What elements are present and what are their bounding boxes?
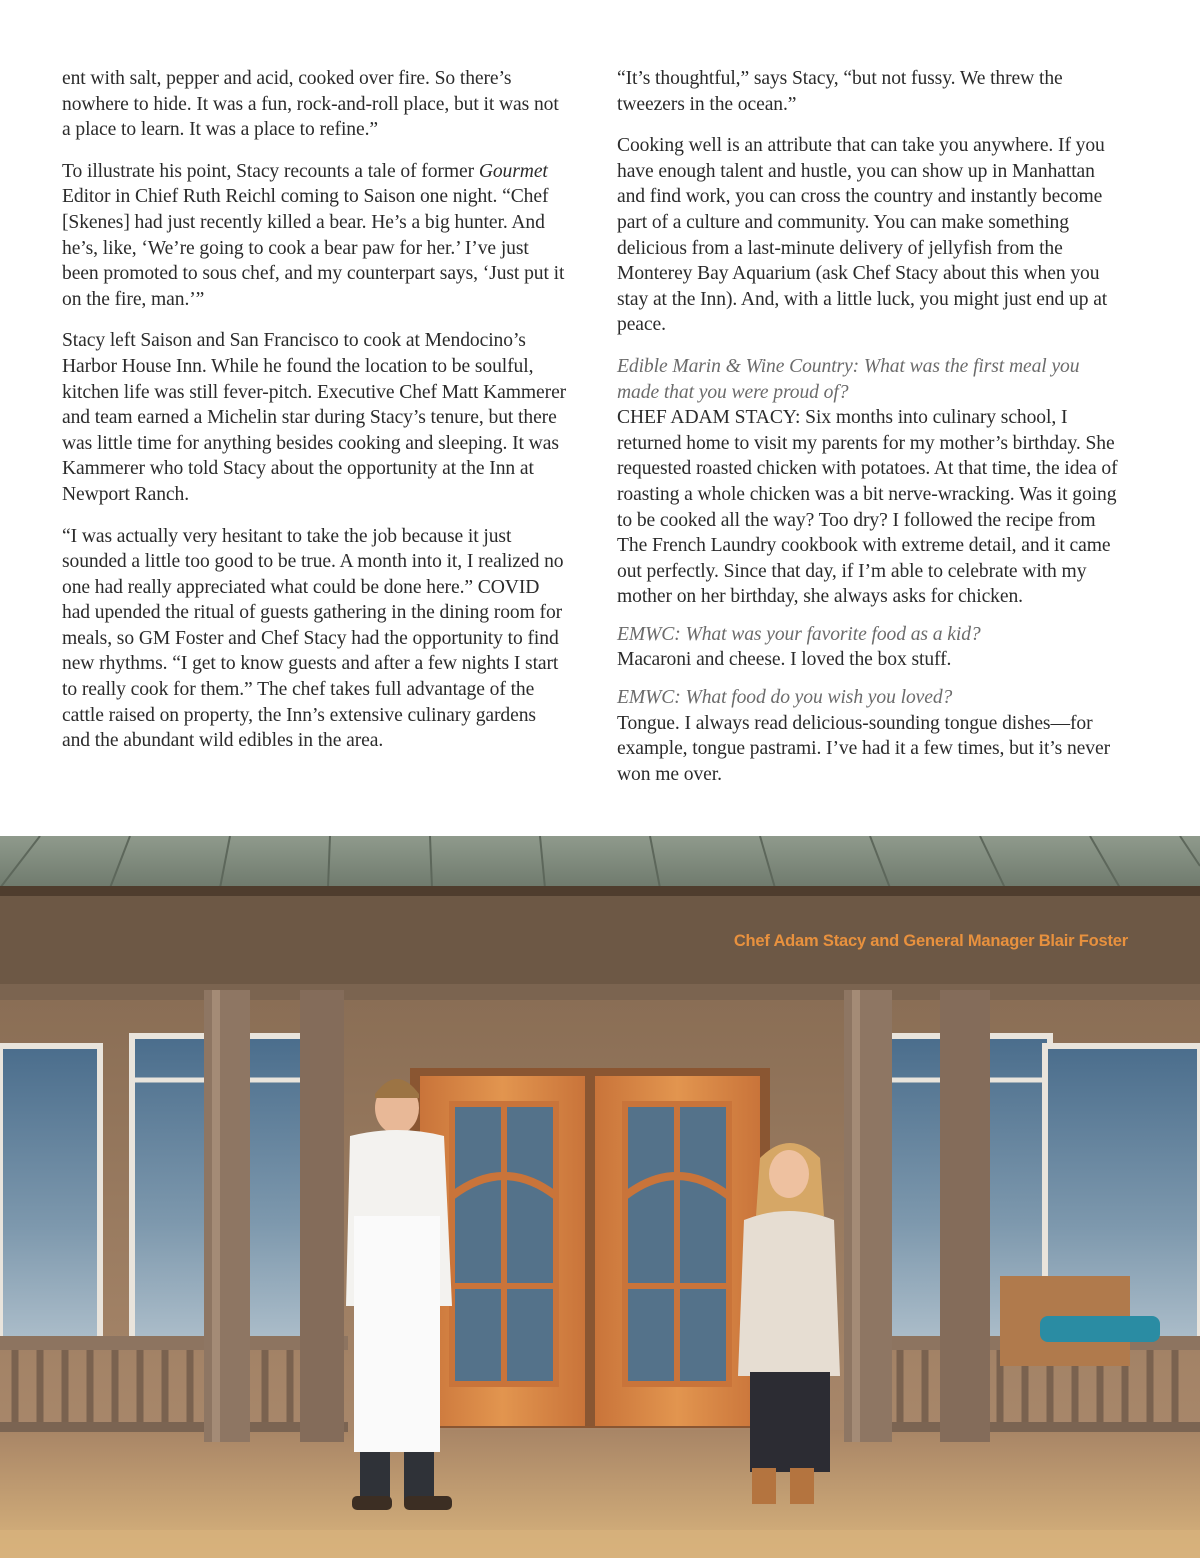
- qa-item: [617, 622, 1122, 673]
- paragraph: “I was actually very hesitant to take the job because it just sounded a little too good to be true. A month into it, I realized no one had really appreciated what could be done here.” COVID had upended the ritual of guests gathering in the dining room for meals, so GM Foster and Chef Stacy had the opportunity to find new rhythms. “I get to know guests and after a few nights I start to really cook for them.” The chef takes full advantage of the cattle raised on property, the Inn’s extensive culinary gardens and the abundant wild edibles in the area.: [62, 525, 564, 752]
- paragraph: “It’s thoughtful,” says Stacy, “but not fussy. We threw the tweezers in the ocean.”: [617, 68, 1063, 115]
- paragraph: Cooking well is an attribute that can take you anywhere. If you have enough talent and hustle, you can show up in Manhattan and find work, you can cross the country and instantly become part of a culture and community. You can make something delicious from a last-minute delivery of jellyfish from the Monterey Bay Aquarium (ask Chef Stacy about this when you stay at the Inn). And, with a little luck, you might just end up at peace.: [617, 135, 1108, 336]
- right-column: [617, 66, 1122, 799]
- double-doors: [410, 1068, 770, 1428]
- interview-answer: Macaroni and cheese. I loved the box stuff.: [617, 649, 952, 671]
- qa-item: [617, 354, 1122, 610]
- paragraph: Stacy left Saison and San Francisco to cook at Mendocino’s Harbor House Inn. While he found the location to be soulful, kitchen life was still fever-pitch. Executive Chef Matt Kammerer and team earned a Michelin star during Stacy’s tenure, but there was little time for anything besides cooking and sleeping. It was Kammerer who told Stacy about the opportunity at the Inn at Newport Ranch.: [62, 330, 567, 505]
- publication-name: Gourmet: [478, 160, 548, 182]
- article-body: [62, 66, 1138, 806]
- left-column: [62, 66, 567, 770]
- paragraph-text: Editor in Chief Ruth Reichl coming to Saison one night. “Chef [Skenes] had just recently killed a bear. He’s a big hunter. And he’s, like, ‘We’re going to cook a bear paw for her.’ I’ve just been promoted to sous chef, and my counterpart says, ‘Just put it on the fire, man.’”: [62, 186, 565, 310]
- interview-question: EMWC: What was your favorite food as a kid?: [617, 623, 981, 645]
- interview-answer: Tongue. I always read delicious-sounding tongue dishes—for example, tongue pastrami. I’ve had it a few times, but it’s never won me over.: [617, 712, 1110, 785]
- interview-question: EMWC: What food do you wish you loved?: [617, 687, 953, 709]
- paragraph-text: To illustrate his point, Stacy recounts a tale of former: [62, 160, 479, 182]
- interview-question: Edible Marin & Wine Country: What was the first meal you made that you were proud of?: [617, 355, 1080, 403]
- qa-item: [617, 685, 1122, 787]
- porch-beam: [0, 984, 1200, 1000]
- interview-answer: CHEF ADAM STACY: Six months into culinary school, I returned home to visit my parents for my mother’s birthday. She requested roasted chicken with potatoes. At that time, the idea of roasting a whole chicken was a bit nerve-wracking. Was it going to be cooked all the way? Too dry? I followed the recipe from The French Laundry cookbook with extreme detail, and it came out perfectly. Since that day, if I’m able to celebrate with my mother on her birthday, she always asks for chicken.: [617, 407, 1118, 608]
- paragraph: ent with salt, pepper and acid, cooked over fire. So there’s nowhere to hide. It was a fun, rock-and-roll place, but it was not a place to learn. It was a place to refine.”: [62, 68, 559, 141]
- chef-figure: [346, 1079, 452, 1510]
- roof-fascia: [0, 886, 1200, 896]
- metal-roof: [0, 836, 1200, 888]
- paragraph: [62, 159, 567, 313]
- foreground-ground: [0, 1530, 1200, 1558]
- photo-caption: Chef Adam Stacy and General Manager Blair Foster: [733, 932, 1128, 950]
